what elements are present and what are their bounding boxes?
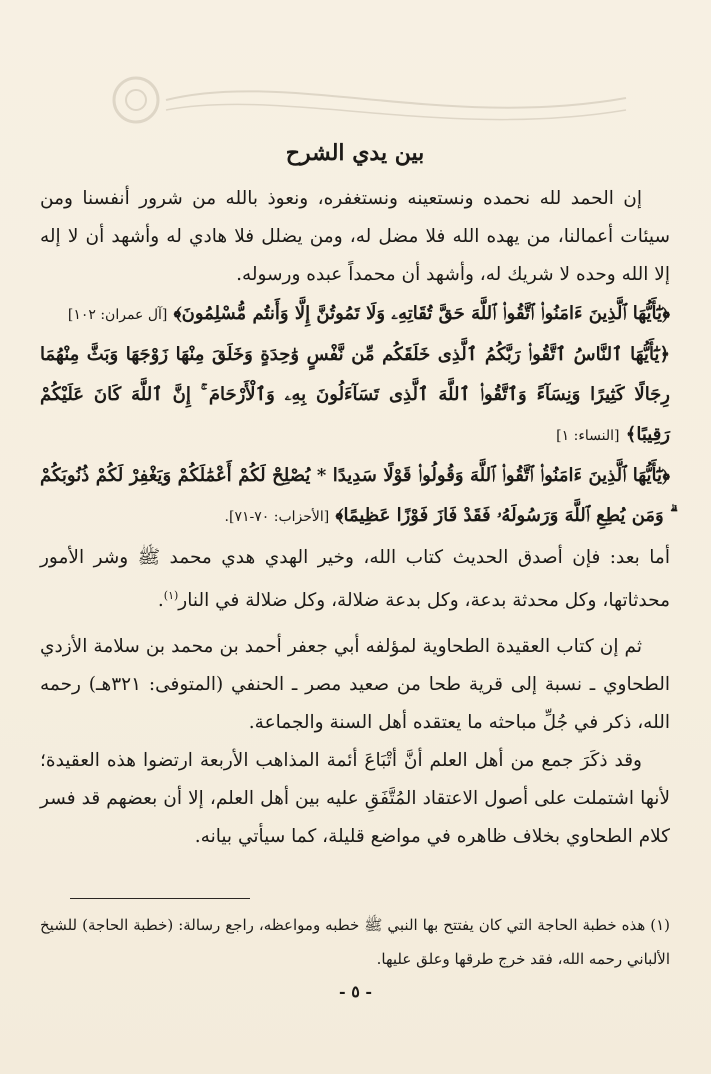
footnote: (١) هذه خطبة الحاجة التي كان يفتتح بها النبي ﷺ خطبه ومواعظه، راجع رسالة: (خطبة الحاجة) للشيخ الألباني رحمه الله، فقد خرج طرقها وعلق عليها. [40,916,670,968]
verse-text: ﴿يَٰٓأَيُّهَا ٱلَّذِينَ ءَامَنُوا۟ ٱتَّقُوا۟ ٱللَّهَ حَقَّ تُقَاتِهِۦ وَلَا تَمُوتُنَّ إِلَّا وَأَنتُم مُّسْلِمُونَ﴾ [173,303,670,324]
verse-an-nisa [40,335,670,456]
verse-reference: [آل عمران: ١٠٢] [67,307,168,323]
verse-al-ahzab [40,456,670,537]
footnote-marker: (١) [163,589,179,602]
verse-text: ﴿يَٰٓأَيُّهَا ٱلنَّاسُ ٱتَّقُوا۟ رَبَّكُمُ ٱلَّذِى خَلَقَكُم مِّن نَّفْسٍ وَٰحِدَةٍ وَخَلَقَ مِنْهَا زَوْجَهَا وَبَثَّ مِنْهُمَا رِجَالًا كَثِيرًا وَنِسَآءً وَٱتَّقُوا۟ ٱللَّهَ ٱلَّذِى تَسَآءَلُونَ بِهِۦ وَٱلْأَرْحَامَ ۚ إِنَّ ٱللَّهَ كَانَ عَلَيْكُمْ رَقِيبًا﴾ [40,344,670,445]
paragraph-text: أما بعد: فإن أصدق الحديث كتاب الله، وخير الهدي هدي محمد ﷺ وشر الأمور محدثاتها، وكل محدثة بدعة، وكل بدعة ضلالة، وكل ضلالة في النار [40,547,670,612]
page-number: - ٥ - [338,982,373,1001]
header-ornament [86,70,646,130]
main-text [40,128,670,856]
verse-al-imran [40,294,670,335]
amma-bad-paragraph: أما بعد: فإن أصدق الحديث كتاب الله، وخير الهدي هدي محمد ﷺ وشر الأمور محدثاتها، وكل محدثة بدعة، وكل بدعة ضلالة، وكل ضلالة في النار$^{(١)}$. [40,547,670,612]
tahawiyya-paragraph: ثم إن كتاب العقيدة الطحاوية لمؤلفه أبي جعفر أحمد بن محمد بن سلامة الأزدي الطحاوي ـ نسبة إلى قرية طحا من صعيد مصر ـ الحنفي (المتوفى: ٣٢١هـ) رحمه الله، ذكر في جُلِّ مباحثه ما يعتقده أهل السنة والجماعة. [40,636,671,734]
footnote-divider [70,898,250,899]
page-title: بين يدي الشرح [285,140,425,166]
opening-paragraph: إن الحمد لله نحمده ونستعينه ونستغفره، ونعوذ بالله من شرور أنفسنا ومن سيئات أعمالنا، من يهده الله فلا مضل له، ومن يضلل فلا هادي له وأشهد أن لا إله إلا الله وحده لا شريك له، وأشهد أن محمداً عبده ورسوله. [40,188,670,285]
verse-reference: [الأحزاب: ٧٠-٧١]. [224,509,330,525]
verse-text: ﴿يَٰٓأَيُّهَا ٱلَّذِينَ ءَامَنُوا۟ ٱتَّقُوا۟ ٱللَّهَ وَقُولُوا۟ قَوْلًا سَدِيدًا * يُصْلِحْ لَكُمْ أَعْمَٰلَكُمْ وَيَغْفِرْ لَكُمْ ذُنُوبَكُمْ ۗ وَمَن يُطِعِ ٱللَّهَ وَرَسُولَهُۥ فَقَدْ فَازَ فَوْزًا عَظِيمًا﴾ [40,465,670,526]
verse-reference: [النساء: ١] [556,428,620,444]
scholars-paragraph: وقد ذكَرَ جمع من أهل العلم أنَّ أتْبَاعَ أئمة المذاهب الأربعة ارتضوا هذه العقيدة؛ لأنها اشتملت على أصول الاعتقاد المُتَّفَقِ عليه بين أهل العلم، إلا أن بعضهم قد فسر كلام الطحاوي بخلاف ظاهره في مواضع قليلة، كما سيأتي بيانه. [40,750,670,848]
